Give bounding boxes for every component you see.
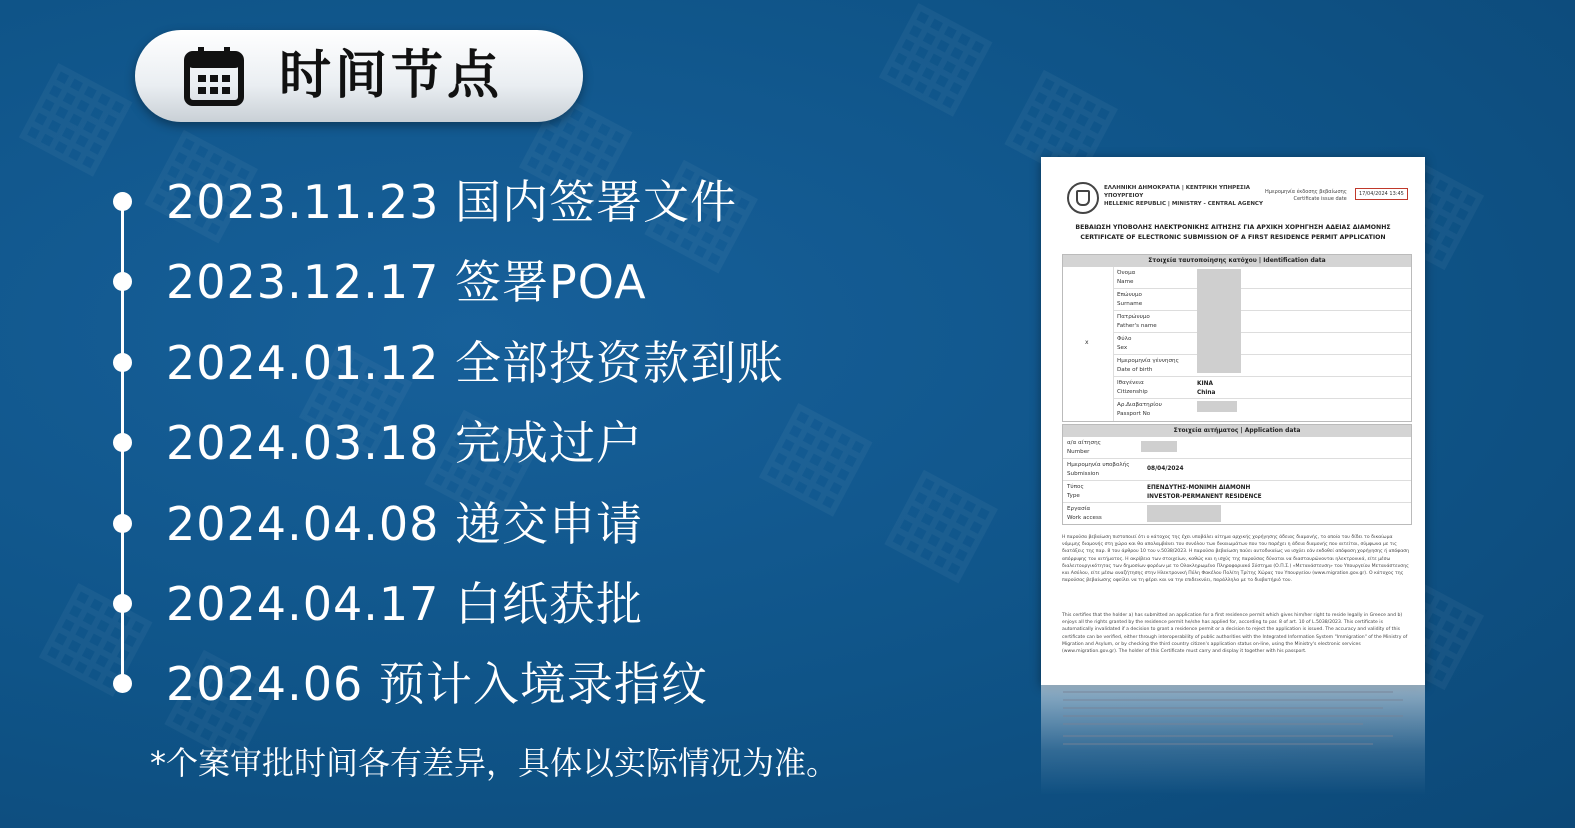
timeline-event: 白纸获批 — [455, 577, 644, 631]
redacted-block — [1147, 505, 1221, 522]
app-row: α/α αίτησης Number — [1063, 437, 1411, 458]
redacted-block — [1197, 401, 1237, 412]
timeline-event: 全部投资款到账 — [455, 336, 785, 390]
id-row: Ιθαγένεια Citizenship KINA China — [1113, 376, 1411, 398]
page-title: 时间节点 — [279, 46, 504, 106]
timeline-date: 2024.06 — [166, 657, 364, 711]
redacted-block — [1197, 269, 1241, 373]
section-title-pill — [135, 30, 583, 122]
timeline-dot — [113, 674, 132, 693]
timeline-date: 2024.04.08 — [166, 497, 440, 551]
footnote: *个案审批时间各有差异，具体以实际情况为准。 — [150, 744, 839, 782]
certificate-reflection — [1041, 685, 1425, 795]
id-row: Όνομα Name — [1117, 270, 1136, 285]
certificate-paragraph-greek: Η παρούσα βεβαίωση πιστοποιεί ότι ο κάτοχος της έχει υποβάλει αίτημα αρχικής χορήγησης άδειας διαμονής, το οποίο του δίδει το δικαίωμα νόμιμης διαμονής στη χώρα και θα απολαμβάνει του συνόλου των δικαιωμάτων που του παρέχει η άδεια διαμονής που αιτείται, σύμφωνα με τις διατάξεις της παρ. 8 του άρθρου 10 του ν.5038/2023. Η παρούσα βεβαίωση παύει αυτοδικαίως να ισχύει εάν εκδοθεί απόφαση χορήγησης ή απόφαση απόρριψης του αιτήματος. Η ακρίβεια των στοιχείων, καθώς και η ισχύς της παρούσας δύναται να διασταυρώνονται ηλεκτρονικά, είτε μέσω διαλειτουργικότητας των δημοσίων φορέων με το Ολοκληρωμένο Πληροφοριακό Σύστημα (Ο.Π.Σ.) «Μετανάστευση» του Υπουργείου Μετανάστευσης και Ασύλου, είτε μέσω αναζήτησης στην Ηλεκτρονική Πύλη Φακέλου Πολίτη Τρίτης Χώρας του Υπουργείου (www.migration.gov.gr). Ο κάτοχος της παρούσας βεβαίωσης οφείλει να τη φέρει και να την επιδεικνύει, παράλληλα με το διαβατήριό του. — [1062, 535, 1410, 584]
app-row: Ημερομηνία υποβολής Submission 08/04/2024 — [1063, 458, 1411, 480]
id-row: Αρ.Διαβατηρίου Passport No — [1113, 398, 1411, 420]
timeline-event: 签署POA — [455, 255, 647, 309]
app-row: Εργασία Work access — [1063, 502, 1411, 524]
ministry-header: ΕΛΛΗΝΙΚΗ ΔΗΜΟΚΡΑΤΙΑ | ΚΕΝΤΡΙΚΗ ΥΠΗΡΕΣΙΑ ΥΠΟΥΡΓΕΙΟΥ HELLENIC REPUBLIC | MINISTRY - CENTRAL AGENCY — [1104, 185, 1263, 207]
id-row: Ημερομηνία γέννησης Date of birth — [1113, 354, 1411, 376]
timeline-date: 2023.12.17 — [166, 255, 440, 309]
issue-date-value: 17/04/2024 13:45 — [1355, 188, 1408, 200]
redacted-block — [1141, 441, 1177, 452]
timeline-date: 2024.01.12 — [166, 336, 440, 390]
calendar-icon — [183, 45, 245, 107]
id-row: Επώνυμο Surname — [1113, 288, 1411, 310]
certificate-document — [1041, 157, 1425, 685]
timeline-date: 2024.03.18 — [166, 416, 440, 470]
timeline-event: 预计入境录指纹 — [378, 657, 708, 711]
application-table — [1062, 424, 1412, 525]
identification-table — [1062, 254, 1412, 422]
submission-date: 08/04/2024 — [1147, 466, 1184, 472]
timeline-dot — [113, 353, 132, 372]
application-header: Στοιχεία αιτήματος | Application data — [1063, 425, 1411, 437]
certificate-paragraph-english: This certifies that the holder a) has submitted an application for a first residence permit which gives him/her right to reside legally in Greece and b) enjoys all the rights granted by the residence permit he/she has applied for, according to par. 8 of art. 10 of L.5038/2023. This certificate is automatically invalidated if a decision to grant a residence permit or a decision to reject the application is issued. The accuracy and validity of this certificate can be verified, either through interoperability of public authorities with the Integrated Information System "Immigration" of the Ministry of Migration and Asylum, or by checking the third country citizen's application status on-line, using the Ministry's electronic services (www.migration.gov.gr). The holder of this Certificate must carry and display it together with his passport. — [1062, 613, 1408, 655]
timeline-dot — [113, 272, 132, 291]
timeline-date: 2024.04.17 — [166, 577, 440, 631]
timeline-date: 2023.11.23 — [166, 175, 440, 229]
timeline-dot — [113, 433, 132, 452]
citizenship-value: KINA — [1197, 381, 1213, 387]
certificate-title: ΒΕΒΑΙΩΣΗ ΥΠΟΒΟΛΗΣ ΗΛΕΚΤΡΟΝΙΚΗΣ ΑΙΤΗΣΗΣ ΓΙΑ ΑΡΧΙΚΗ ΧΟΡΗΓΗΣΗ ΑΔΕΙΑΣ ΔΙΑΜΟΝΗΣ CERTIFICATE OF ELECTRONIC SUBMISSION OF A FIRST RESIDENCE PERMIT APPLICATION — [1075, 224, 1391, 241]
issue-date-label: Ημερομηνία έκδοσης βεβαίωσης Certificate issue date — [1265, 189, 1347, 202]
app-row: Τύπος Type ΕΠΕΝΔΥΤΗΣ-ΜΟΝΙΜΗ ΔΙΑΜΟΝΗ INVESTOR-PERMANENT RESIDENCE — [1063, 480, 1411, 502]
timeline-event: 国内签署文件 — [455, 175, 738, 229]
timeline-event: 递交申请 — [455, 497, 644, 551]
timeline-dot — [113, 594, 132, 613]
photo-cell — [1063, 267, 1114, 421]
id-row: Φύλο Sex — [1113, 332, 1411, 354]
photo-mark: x — [1085, 339, 1089, 346]
identification-rows — [1113, 267, 1411, 420]
identification-header: Στοιχεία ταυτοποίησης κατόχου | Identification data — [1063, 255, 1411, 267]
id-row: Πατρώνυμο Father's name — [1113, 310, 1411, 332]
application-type: ΕΠΕΝΔΥΤΗΣ-ΜΟΝΙΜΗ ΔΙΑΜΟΝΗ — [1147, 485, 1251, 491]
timeline-dot — [113, 192, 132, 211]
greek-emblem-icon — [1067, 182, 1099, 214]
timeline-event: 完成过户 — [455, 416, 644, 470]
timeline-dot — [113, 514, 132, 533]
